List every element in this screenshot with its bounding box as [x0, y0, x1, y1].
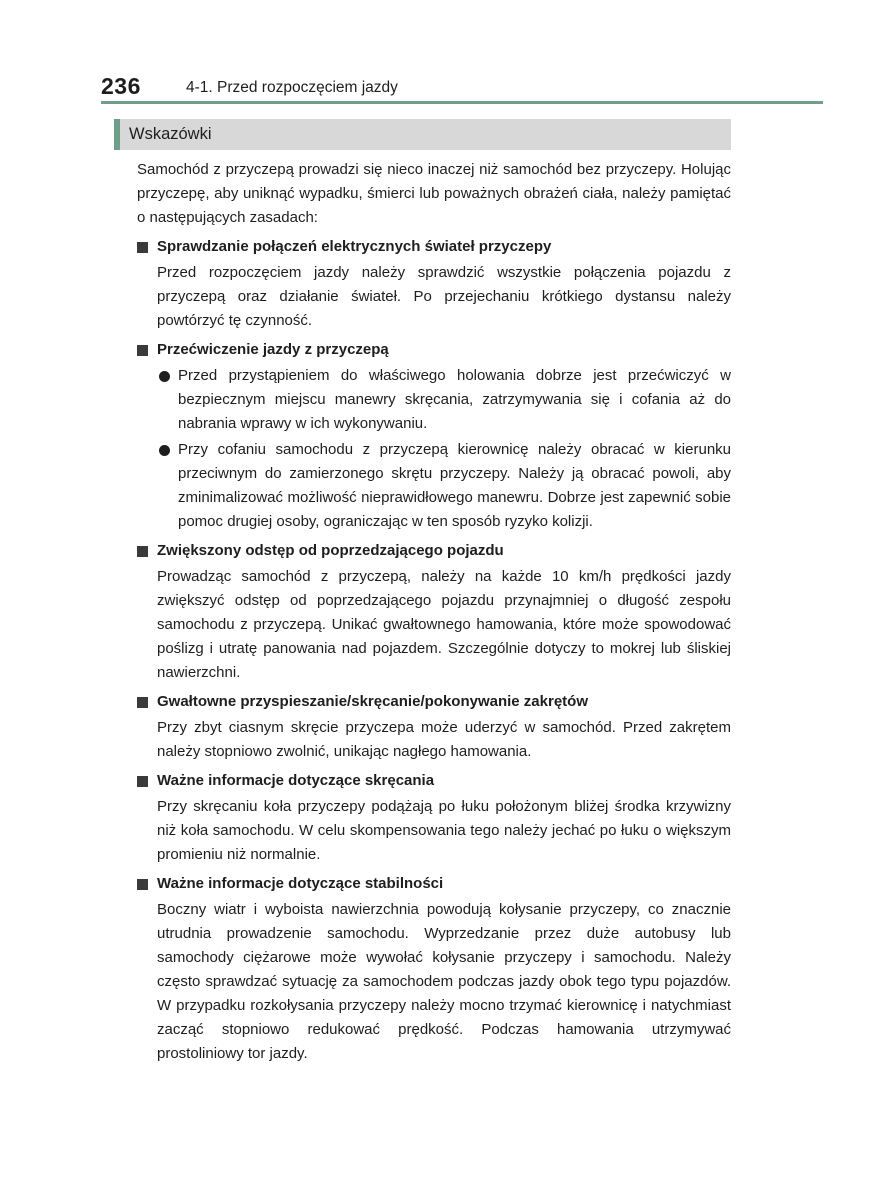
section-turning [137, 768, 731, 867]
section-heading-text: Ważne informacje dotyczące stabilności [157, 875, 444, 892]
chapter-title: 4-1. Przed rozpoczęciem jazdy [186, 79, 398, 96]
round-bullet-icon [159, 371, 170, 382]
section-following-distance [137, 538, 731, 685]
header-divider [101, 101, 823, 104]
square-bullet-icon [137, 776, 148, 787]
hints-header-bar [114, 119, 731, 150]
square-bullet-icon [137, 879, 148, 890]
list-item [157, 364, 731, 436]
section-body: Prowadząc samochód z przyczepą, należy na każde 10 km/h prędkości jazdy zwiększyć odstęp od poprzedzającego pojazdu przynajmniej o długość zespołu samochodu z przyczepą. Unikać gwałtownego hamowania, które może spowodować poślizg i utratę panowania nad pojazdem. Szczególnie dotyczy to mokrej lub śliskiej nawierzchni. [157, 568, 731, 681]
bullet-list [137, 364, 731, 534]
list-item-text: Przed przystąpieniem do właściwego holowania dobrze jest przećwiczyć w bezpiecznym miejscu manewry skręcania, zatrzymywania się i cofania aż do nabrania wprawy w ich wykonywaniu. [178, 367, 731, 432]
section-electrical-check [137, 234, 731, 333]
section-heading [137, 538, 731, 564]
page-number: 236 [101, 73, 141, 99]
section-heading-text: Przećwiczenie jazdy z przyczepą [157, 341, 389, 358]
list-item [157, 438, 731, 534]
section-heading [137, 768, 731, 794]
section-heading [137, 337, 731, 363]
hints-content [137, 158, 731, 1070]
section-practice [137, 337, 731, 534]
section-heading-text: Gwałtowne przyspieszanie/skręcanie/pokonywanie zakrętów [157, 693, 588, 710]
section-body: Przy skręcaniu koła przyczepy podążają po łuku położonym bliżej środka krzywizny niż koła samochodu. W celu skompensowania tego należy jechać po łuku o większym promieniu niż normalnie. [157, 798, 731, 863]
section-body: Przed rozpoczęciem jazdy należy sprawdzić wszystkie połączenia pojazdu z przyczepą oraz działanie świateł. Po przejechaniu krótkiego dystansu należy powtórzyć tę czynność. [157, 264, 731, 329]
section-heading-text: Ważne informacje dotyczące skręcania [157, 772, 435, 789]
hints-accent-stripe [114, 119, 120, 150]
section-heading [137, 689, 731, 715]
list-item-text: Przy cofaniu samochodu z przyczepą kierownicę należy obracać w kierunku przeciwnym do zamierzonego skrętu przyczepy. Należy ją obracać powoli, aby zminimalizować możliwość nieprawidłowego manewru. Dobrze jest zapewnić sobie pomoc drugiej osoby, ograniczając w ten sposób ryzyko kolizji. [178, 441, 731, 530]
intro-paragraph: Samochód z przyczepą prowadzi się nieco inaczej niż samochód bez przyczepy. Holując przyczepę, aby uniknąć wypadku, śmierci lub poważnych obrażeń ciała, należy pamiętać o następujących zasadach: [137, 161, 731, 226]
square-bullet-icon [137, 242, 148, 253]
round-bullet-icon [159, 445, 170, 456]
section-heading [137, 871, 731, 897]
square-bullet-icon [137, 546, 148, 557]
section-stability [137, 871, 731, 1066]
section-body: Przy zbyt ciasnym skręcie przyczepa może uderzyć w samochód. Przed zakrętem należy stopniowo zwolnić, unikając nagłego hamowania. [157, 719, 731, 760]
square-bullet-icon [137, 345, 148, 356]
section-sudden-maneuvers [137, 689, 731, 764]
square-bullet-icon [137, 697, 148, 708]
section-heading [137, 234, 731, 260]
hints-title: Wskazówki [129, 125, 212, 143]
section-heading-text: Zwiększony odstęp od poprzedzającego pojazdu [157, 542, 504, 559]
section-heading-text: Sprawdzanie połączeń elektrycznych świateł przyczepy [157, 238, 552, 255]
section-body: Boczny wiatr i wyboista nawierzchnia powodują kołysanie przyczepy, co znacznie utrudnia prowadzenie samochodu. Wyprzedzanie przez duże autobusy lub samochody ciężarowe może wywołać kołysanie przyczepy i samochodu. Należy często sprawdzać sytuację za samochodem podczas jazdy obok tego typu pojazdów. W przypadku rozkołysania przyczepy należy mocno trzymać kierownicę i natychmiast zacząć stopniowo redukować prędkość. Podczas hamowania utrzymywać prostoliniowy tor jazdy. [157, 901, 731, 1062]
